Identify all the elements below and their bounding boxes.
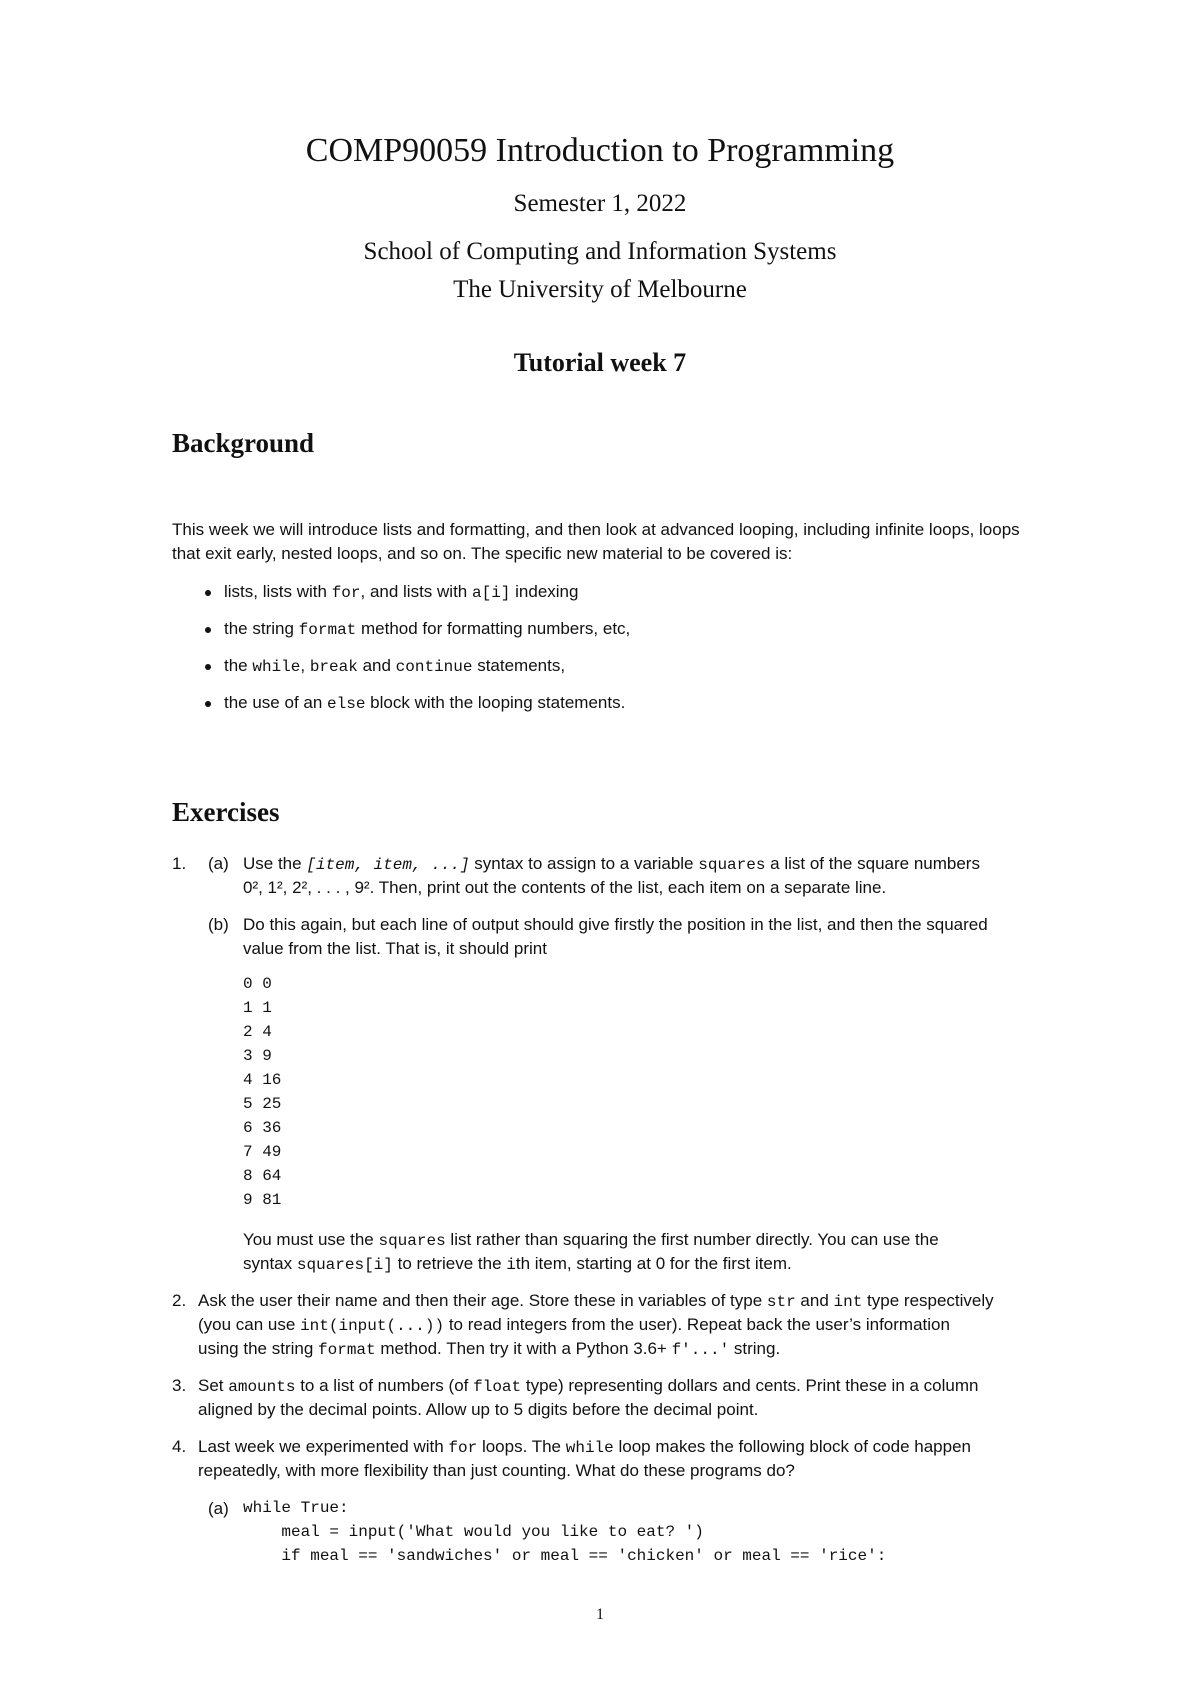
- code-line: while True:: [243, 1499, 349, 1517]
- bullet-item: lists, lists with for, and lists with a[i] indexing: [200, 580, 578, 605]
- q1b-text-line1: Do this again, but each line of output should give firstly the position in the list, and then the squared: [243, 915, 988, 934]
- part-label: (b): [208, 915, 229, 934]
- q3-line1: Set amounts to a list of numbers (of float type) representing dollars and cents. Print these in a column: [198, 1376, 979, 1396]
- output-row: 7 49: [243, 1143, 282, 1161]
- school-line: School of Computing and Information Systems: [363, 238, 837, 265]
- q4-line1: Last week we experimented with for loops. The while loop makes the following block of code happen: [198, 1437, 971, 1457]
- background-heading: Background: [172, 428, 315, 458]
- output-row: 0 0: [243, 975, 272, 993]
- bullet-item: the use of an else block with the looping statements.: [200, 691, 625, 716]
- code-line: meal = input('What would you like to eat? '): [243, 1523, 704, 1541]
- page-number: 1: [596, 1606, 604, 1623]
- q3-line2: aligned by the decimal points. Allow up to 5 digits before the decimal point.: [198, 1400, 759, 1419]
- q1b-note-line2: syntax squares[i] to retrieve the ith item, starting at 0 for the first item.: [243, 1254, 792, 1274]
- q1b-note-line1: You must use the squares list rather than squaring the first number directly. You can use the: [243, 1230, 939, 1250]
- bullet-item: the string format method for formatting numbers, etc,: [200, 617, 630, 642]
- output-row: 1 1: [243, 999, 272, 1017]
- tutorial-title: Tutorial week 7: [513, 348, 687, 377]
- part-label: (a): [208, 854, 229, 873]
- bullet-item: the while, break and continue statements,: [200, 654, 565, 679]
- bullet-dot: [205, 627, 211, 633]
- document-title: COMP90059 Introduction to Programming: [305, 132, 895, 169]
- output-row: 6 36: [243, 1119, 282, 1137]
- output-row: 8 64: [243, 1167, 282, 1185]
- part-label: (a): [208, 1499, 229, 1518]
- q1a-text-line2: 0², 1², 2², . . . , 9². Then, print out the contents of the list, each item on a separate line.: [243, 878, 887, 897]
- bullet-dot: [205, 664, 211, 670]
- question-number: 1.: [172, 854, 187, 873]
- output-row: 3 9: [243, 1047, 272, 1065]
- exercises-heading: Exercises: [172, 797, 280, 827]
- question-number: 4.: [172, 1437, 187, 1456]
- output-row: 5 25: [243, 1095, 282, 1113]
- output-row: 9 81: [243, 1191, 282, 1209]
- q2-line1: Ask the user their name and then their age. Store these in variables of type str and int type respectively: [198, 1291, 994, 1311]
- q2-line3: using the string format method. Then try it with a Python 3.6+ f'...' string.: [198, 1339, 781, 1359]
- question-number: 3.: [172, 1376, 187, 1395]
- university-line: The University of Melbourne: [453, 276, 747, 303]
- bullet-dot: [205, 590, 211, 596]
- code-line: if meal == 'sandwiches' or meal == 'chicken' or meal == 'rice':: [243, 1547, 887, 1565]
- output-row: 4 16: [243, 1071, 282, 1089]
- background-intro: This week we will introduce lists and formatting, and then look at advanced looping, including infinite loops, loops that exit early, nested loops, and so on. The specific new material to be covered is:: [172, 520, 1020, 563]
- q1b-text-line2: value from the list. That is, it should print: [243, 939, 547, 958]
- question-number: 2.: [172, 1291, 187, 1310]
- bullet-dot: [205, 701, 211, 707]
- q4-line2: repeatedly, with more flexibility than just counting. What do these programs do?: [198, 1461, 795, 1480]
- output-row: 2 4: [243, 1023, 272, 1041]
- semester-line: Semester 1, 2022: [513, 190, 687, 217]
- q1a-text: Use the [item, item, ...] syntax to assign to a variable squares a list of the square numbers: [243, 854, 980, 874]
- q2-line2: (you can use int(input(...)) to read integers from the user). Repeat back the user’s information: [198, 1315, 950, 1335]
